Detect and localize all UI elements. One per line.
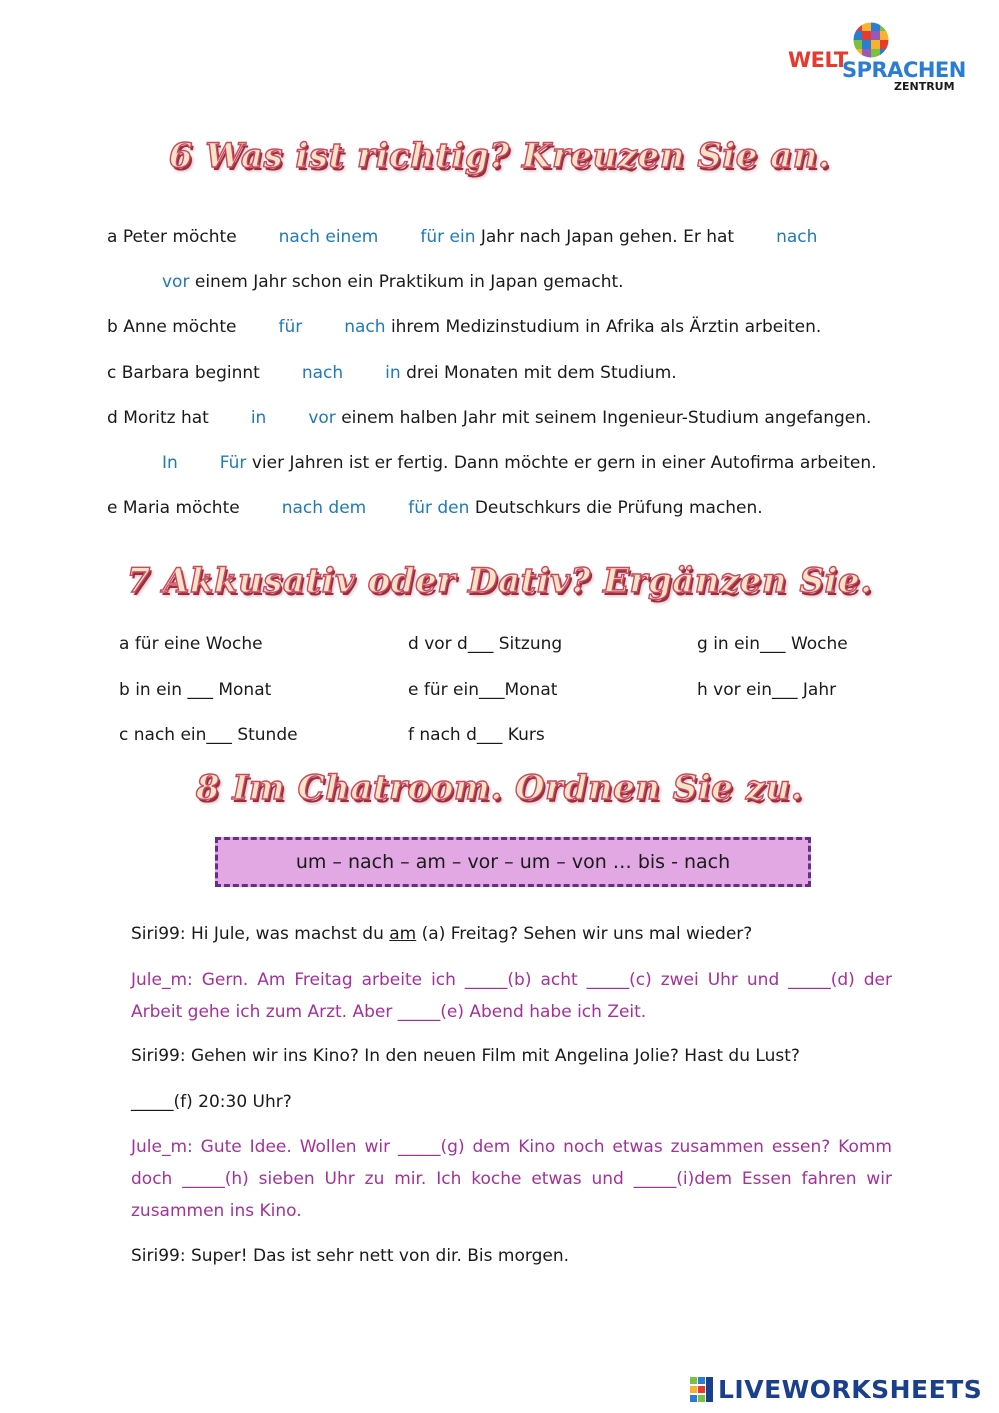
ex6-d-option-4[interactable]: Für [219, 453, 247, 473]
ex6-a-option-3[interactable]: nach [776, 227, 818, 247]
ex6-e-tail: Deutschkurs die Prüfung machen. [474, 498, 763, 518]
chat-line-jule-1[interactable]: Jule_m: Gern. Am Freitag arbeite ich _____(b) acht _____(c) zwei Uhr und _____(d) der Arbeit gehe ich zum Arzt. Aber _____(e) Abend habe ich Zeit. [131, 970, 892, 1022]
liveworksheets-icon [690, 1377, 714, 1403]
ex6-row-a [107, 226, 817, 248]
ex7-item-b[interactable]: b in ein ___ Monat [119, 680, 272, 700]
ex6-b-lead: b Anne möchte [107, 317, 237, 337]
ex6-d-tail: einem halben Jahr mit seinem Ingenieur-Studium angefangen. [341, 408, 872, 428]
chat-line-siri-2: Siri99: Gehen wir ins Kino? In den neuen Film mit Angelina Jolie? Hast du Lust? [131, 1046, 800, 1066]
ex6-d-lead: d Moritz hat [107, 408, 209, 428]
word-box: um – nach – am – vor – um – von … bis - nach [215, 837, 811, 887]
ex7-item-f[interactable]: f nach d___ Kurs [408, 725, 545, 745]
ex6-d-option-1[interactable]: in [250, 408, 267, 428]
ex8-title: 8 Im Chatroom. Ordnen Sie zu. [195, 768, 804, 808]
ex6-row-a2 [162, 271, 624, 293]
ex6-a-option-1[interactable]: nach einem [278, 227, 379, 247]
chat-line-1-post: (a) Freitag? Sehen wir uns mal wieder? [416, 924, 753, 944]
ex6-d-option-3[interactable]: In [162, 453, 178, 473]
ex6-a-mid: Jahr nach Japan gehen. Er hat [480, 227, 735, 247]
ex6-c-option-2[interactable]: in [385, 363, 401, 383]
globe-icon [848, 20, 894, 60]
chat-line-siri-3[interactable]: _____(f) 20:30 Uhr? [131, 1092, 292, 1112]
ex7-item-g[interactable]: g in ein___ Woche [697, 634, 848, 654]
ex6-b-option-1[interactable]: für [278, 317, 303, 337]
ex6-b-option-2[interactable]: nach [344, 317, 386, 337]
ex6-title: 6 Was ist richtig? Kreuzen Sie an. [168, 136, 831, 176]
ex6-a-option-2[interactable]: für ein [420, 227, 476, 247]
ex6-d-tail2: vier Jahren ist er fertig. Dann möchte er gern in einer Autofirma arbeiten. [251, 453, 877, 473]
ex7-title: 7 Akkusativ oder Dativ? Ergänzen Sie. [126, 561, 873, 601]
ex6-row-c [107, 362, 677, 384]
ex7-item-c[interactable]: c nach ein___ Stunde [119, 725, 298, 745]
liveworksheets-footer [690, 1375, 990, 1405]
chat-line-siri-1 [131, 918, 892, 950]
logo-sprachen: SPRACHEN [842, 58, 966, 82]
ex6-d-option-2[interactable]: vor [308, 408, 336, 428]
ex6-row-b [107, 316, 821, 338]
ex7-item-d[interactable]: d vor d___ Sitzung [408, 634, 563, 654]
ex6-row-d2 [162, 452, 877, 474]
chat-line-jule-2[interactable]: Jule_m: Gute Idee. Wollen wir _____(g) dem Kino noch etwas zusammen essen? Komm doch _____(h) sieben Uhr zu mir. Ich koche etwas und _____(i)dem Essen fahren wir zusammen ins Kino. [131, 1137, 892, 1221]
chat-answer-a: am [389, 924, 417, 944]
ex7-item-a[interactable]: a für eine Woche [119, 634, 263, 654]
ex6-a-tail: einem Jahr schon ein Praktikum in Japan gemacht. [194, 272, 624, 292]
ex6-c-tail: drei Monaten mit dem Studium. [406, 363, 677, 383]
logo-zentrum: ZENTRUM [894, 80, 955, 93]
logo-welt: WELT [788, 48, 848, 72]
ex6-e-option-2[interactable]: für den [408, 498, 470, 518]
ex6-c-lead: c Barbara beginnt [107, 363, 260, 383]
chat-line-1-pre: Siri99: Hi Jule, was machst du [131, 924, 390, 944]
weltsprachen-logo [786, 20, 966, 94]
ex6-e-option-1[interactable]: nach dem [281, 498, 367, 518]
ex6-b-tail: ihrem Medizinstudium in Afrika als Ärztin arbeiten. [390, 317, 822, 337]
ex7-item-e[interactable]: e für ein___Monat [408, 680, 558, 700]
ex6-a-option-4[interactable]: vor [162, 272, 190, 292]
ex6-row-e [107, 497, 763, 519]
ex7-item-h[interactable]: h vor ein___ Jahr [697, 680, 837, 700]
ex6-row-d [107, 407, 871, 429]
ex6-c-option-1[interactable]: nach [301, 363, 344, 383]
ex6-a-lead: a Peter möchte [107, 227, 237, 247]
chat-line-siri-4: Siri99: Super! Das ist sehr nett von dir. Bis morgen. [131, 1246, 569, 1266]
liveworksheets-brand: LIVEWORKSHEETS [718, 1375, 983, 1404]
ex6-e-lead: e Maria möchte [107, 498, 240, 518]
